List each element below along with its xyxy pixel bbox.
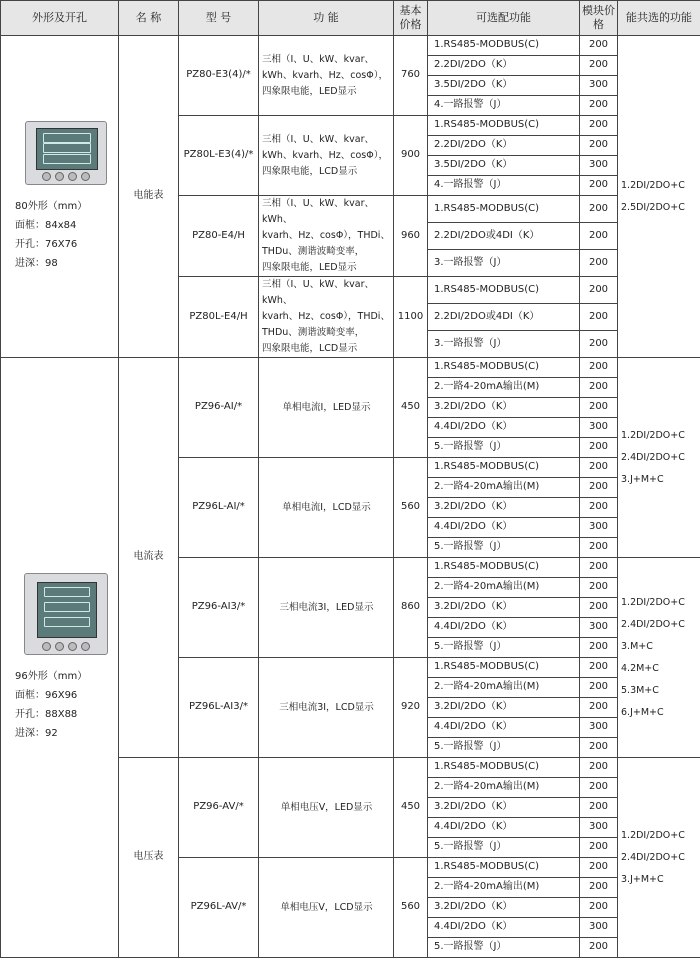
option-name: 3.2DI/2DO（K） (428, 598, 580, 618)
option-price: 200 (580, 638, 618, 658)
option-price: 300 (580, 418, 618, 438)
function-line: THDu、测谐波畸变率， (262, 325, 391, 341)
base-price: 960 (394, 196, 428, 277)
option-price: 200 (580, 798, 618, 818)
combo-cell (618, 36, 700, 358)
base-price: 1100 (394, 277, 428, 358)
base-price: 560 (394, 858, 428, 958)
function-line: 四象限电能，LCD显示 (262, 164, 391, 180)
base-price: 920 (394, 658, 428, 758)
base-price: 560 (394, 458, 428, 558)
meter-digit-row (43, 143, 91, 153)
shape-cell (1, 358, 119, 958)
function-description (259, 277, 394, 358)
combo-cell (618, 558, 700, 758)
option-price: 200 (580, 558, 618, 578)
combo-line: 2.4DI/2DO+C (621, 614, 698, 636)
option-name: 1.RS485-MODBUS(C) (428, 116, 580, 136)
header-name: 名 称 (119, 1, 179, 36)
function-line: 三相（I、U、kW、kvar、kWh、 (262, 277, 391, 309)
option-price: 200 (580, 250, 618, 277)
option-price: 300 (580, 718, 618, 738)
option-name: 4.4DI/2DO（K） (428, 518, 580, 538)
combo-line: 1.2DI/2DO+C (621, 425, 698, 447)
option-price: 200 (580, 878, 618, 898)
model-number: PZ80-E4/H (179, 196, 259, 277)
base-price: 860 (394, 558, 428, 658)
option-price: 200 (580, 331, 618, 358)
option-price: 200 (580, 116, 618, 136)
combo-line: 1.2DI/2DO+C (621, 592, 698, 614)
option-price: 200 (580, 56, 618, 76)
header-function: 功 能 (259, 1, 394, 36)
option-name: 1.RS485-MODBUS(C) (428, 758, 580, 778)
meter-button-icon (68, 642, 77, 651)
option-name: 2.2DI/2DO（K） (428, 56, 580, 76)
option-price: 200 (580, 658, 618, 678)
option-price: 200 (580, 538, 618, 558)
base-price: 450 (394, 758, 428, 858)
combo-line: 2.4DI/2DO+C (621, 847, 698, 869)
header-base-price: 基本价格 (394, 1, 428, 36)
option-price: 200 (580, 838, 618, 858)
option-price: 200 (580, 458, 618, 478)
function-line: 三相电流3I，LCD显示 (262, 700, 391, 716)
shape-spec-line: 96外形（mm） (15, 667, 116, 686)
option-name: 3.2DI/2DO（K） (428, 498, 580, 518)
option-name: 1.RS485-MODBUS(C) (428, 858, 580, 878)
option-name: 5.一路报警（J） (428, 538, 580, 558)
function-description (259, 36, 394, 116)
function-line: 三相（I、U、kW、kvar、 (262, 132, 391, 148)
header-options: 可选配功能 (428, 1, 580, 36)
function-line: kvarh、Hz、cosΦ），THDi、 (262, 309, 391, 325)
shape-spec-line: 80外形（mm） (15, 197, 116, 216)
combo-line: 3.J+M+C (621, 469, 698, 491)
option-price: 300 (580, 76, 618, 96)
function-line: kWh、kvarh、Hz、cosΦ）， (262, 148, 391, 164)
option-name: 2.一路4-20mA输出(M) (428, 378, 580, 398)
model-number: PZ80L-E4/H (179, 277, 259, 358)
header-row (1, 1, 700, 36)
header-model: 型 号 (179, 1, 259, 36)
model-number: PZ80-E3(4)/* (179, 36, 259, 116)
function-line: 四象限电能，LED显示 (262, 260, 391, 276)
option-price: 200 (580, 678, 618, 698)
option-name: 4.4DI/2DO（K） (428, 618, 580, 638)
meter-button-icon (42, 642, 51, 651)
function-description (259, 558, 394, 658)
table-row (1, 36, 700, 56)
option-name: 1.RS485-MODBUS(C) (428, 196, 580, 223)
meter-digit-row (44, 602, 90, 612)
meter-image-icon (25, 121, 107, 185)
function-line: 四象限电能，LCD显示 (262, 341, 391, 357)
combo-line: 2.4DI/2DO+C (621, 447, 698, 469)
option-price: 200 (580, 898, 618, 918)
model-number: PZ96-AI/* (179, 358, 259, 458)
base-price: 900 (394, 116, 428, 196)
option-name: 4.4DI/2DO（K） (428, 818, 580, 838)
option-price: 200 (580, 738, 618, 758)
meter-button-icon (68, 172, 77, 181)
combo-cell (618, 358, 700, 558)
model-number: PZ96-AV/* (179, 758, 259, 858)
option-price: 200 (580, 858, 618, 878)
option-price: 300 (580, 818, 618, 838)
option-price: 200 (580, 438, 618, 458)
option-price: 200 (580, 378, 618, 398)
option-name: 2.2DI/2DO（K） (428, 136, 580, 156)
function-line: 单相电流I，LED显示 (262, 400, 391, 416)
function-description (259, 196, 394, 277)
function-description (259, 358, 394, 458)
model-number: PZ96L-AI3/* (179, 658, 259, 758)
combo-cell (618, 758, 700, 958)
function-line: 单相电压V，LED显示 (262, 800, 391, 816)
option-price: 200 (580, 223, 618, 250)
option-price: 200 (580, 498, 618, 518)
shape-spec-line: 进深：98 (15, 254, 116, 273)
option-price: 200 (580, 478, 618, 498)
option-name: 1.RS485-MODBUS(C) (428, 277, 580, 304)
option-name: 3.2DI/2DO（K） (428, 898, 580, 918)
meter-screen (37, 582, 97, 638)
option-name: 1.RS485-MODBUS(C) (428, 658, 580, 678)
option-name: 2.一路4-20mA输出(M) (428, 478, 580, 498)
option-price: 200 (580, 304, 618, 331)
shape-spec-line: 进深：92 (15, 724, 116, 743)
function-line: kWh、kvarh、Hz、cosΦ）， (262, 68, 391, 84)
function-line: 三相（I、U、kW、kvar、 (262, 52, 391, 68)
option-price: 300 (580, 518, 618, 538)
meter-digit-row (44, 617, 90, 627)
model-number: PZ96L-AV/* (179, 858, 259, 958)
shape-cell (1, 36, 119, 358)
meter-button-icon (81, 642, 90, 651)
option-name: 3.2DI/2DO（K） (428, 398, 580, 418)
option-name: 2.一路4-20mA输出(M) (428, 678, 580, 698)
function-description (259, 658, 394, 758)
header-shape: 外形及开孔 (1, 1, 119, 36)
option-price: 300 (580, 618, 618, 638)
option-price: 200 (580, 358, 618, 378)
option-price: 200 (580, 398, 618, 418)
option-name: 2.一路4-20mA输出(M) (428, 578, 580, 598)
shape-spec-line: 面框：96X96 (15, 686, 116, 705)
function-line: 单相电流I，LCD显示 (262, 500, 391, 516)
header-module-price: 模块价格 (580, 1, 618, 36)
function-line: 单相电压V，LCD显示 (262, 900, 391, 916)
meter-category-name: 电流表 (119, 358, 179, 758)
function-description (259, 858, 394, 958)
shape-spec-line: 开孔：76X76 (15, 235, 116, 254)
option-price: 200 (580, 578, 618, 598)
shape-spec-line: 开孔：88X88 (15, 705, 116, 724)
option-name: 4.4DI/2DO（K） (428, 718, 580, 738)
option-price: 200 (580, 758, 618, 778)
option-price: 300 (580, 156, 618, 176)
option-price: 200 (580, 176, 618, 196)
option-name: 2.2DI/2DO或4DI（K） (428, 304, 580, 331)
function-line: kvarh、Hz、cosΦ），THDi、 (262, 228, 391, 244)
function-line: THDu、测谐波畸变率， (262, 244, 391, 260)
meter-category-name: 电能表 (119, 36, 179, 358)
header-combo: 能共选的功能 (618, 1, 700, 36)
table-row (1, 358, 700, 378)
combo-line: 5.3M+C (621, 680, 698, 702)
option-name: 1.RS485-MODBUS(C) (428, 458, 580, 478)
option-price: 200 (580, 136, 618, 156)
function-line: 三相电流3I，LED显示 (262, 600, 391, 616)
option-name: 4.一路报警（J） (428, 96, 580, 116)
option-name: 5.一路报警（J） (428, 838, 580, 858)
option-name: 1.RS485-MODBUS(C) (428, 36, 580, 56)
function-description (259, 458, 394, 558)
option-name: 4.4DI/2DO（K） (428, 418, 580, 438)
option-name: 3.5DI/2DO（K） (428, 156, 580, 176)
model-number: PZ96-AI3/* (179, 558, 259, 658)
option-price: 200 (580, 698, 618, 718)
function-description (259, 116, 394, 196)
option-name: 4.4DI/2DO（K） (428, 918, 580, 938)
option-name: 2.一路4-20mA输出(M) (428, 778, 580, 798)
option-price: 200 (580, 938, 618, 958)
option-name: 1.RS485-MODBUS(C) (428, 558, 580, 578)
function-line: 三相（I、U、kW、kvar、kWh、 (262, 196, 391, 228)
option-price: 200 (580, 96, 618, 116)
model-number: PZ80L-E3(4)/* (179, 116, 259, 196)
option-price: 200 (580, 778, 618, 798)
option-name: 2.2DI/2DO或4DI（K） (428, 223, 580, 250)
function-line: 四象限电能，LED显示 (262, 84, 391, 100)
option-name: 3.5DI/2DO（K） (428, 76, 580, 96)
option-name: 4.一路报警（J） (428, 176, 580, 196)
option-price: 200 (580, 36, 618, 56)
meter-screen (36, 128, 98, 170)
option-name: 5.一路报警（J） (428, 938, 580, 958)
option-price: 200 (580, 598, 618, 618)
combo-line: 2.5DI/2DO+C (621, 197, 698, 219)
combo-line: 1.2DI/2DO+C (621, 175, 698, 197)
meter-digit-row (43, 133, 91, 143)
combo-line: 1.2DI/2DO+C (621, 825, 698, 847)
combo-line: 4.2M+C (621, 658, 698, 680)
base-price: 450 (394, 358, 428, 458)
option-name: 5.一路报警（J） (428, 438, 580, 458)
function-description (259, 758, 394, 858)
shape-spec-line: 面框：84x84 (15, 216, 116, 235)
option-price: 200 (580, 196, 618, 223)
meter-button-icon (55, 642, 64, 651)
option-name: 3.2DI/2DO（K） (428, 798, 580, 818)
meter-button-icon (55, 172, 64, 181)
meter-digit-row (43, 154, 91, 164)
combo-line: 3.J+M+C (621, 869, 698, 891)
option-name: 5.一路报警（J） (428, 638, 580, 658)
meter-button-icon (42, 172, 51, 181)
combo-line: 3.M+C (621, 636, 698, 658)
option-name: 2.一路4-20mA输出(M) (428, 878, 580, 898)
option-name: 5.一路报警（J） (428, 738, 580, 758)
option-price: 200 (580, 277, 618, 304)
model-number: PZ96L-AI/* (179, 458, 259, 558)
meter-category-name: 电压表 (119, 758, 179, 958)
option-name: 1.RS485-MODBUS(C) (428, 358, 580, 378)
meter-image-icon (24, 573, 108, 655)
combo-line: 6.J+M+C (621, 702, 698, 724)
option-name: 3.一路报警（J） (428, 331, 580, 358)
meter-button-icon (81, 172, 90, 181)
base-price: 760 (394, 36, 428, 116)
option-price: 300 (580, 918, 618, 938)
meter-digit-row (44, 587, 90, 597)
option-name: 3.一路报警（J） (428, 250, 580, 277)
option-name: 3.2DI/2DO（K） (428, 698, 580, 718)
